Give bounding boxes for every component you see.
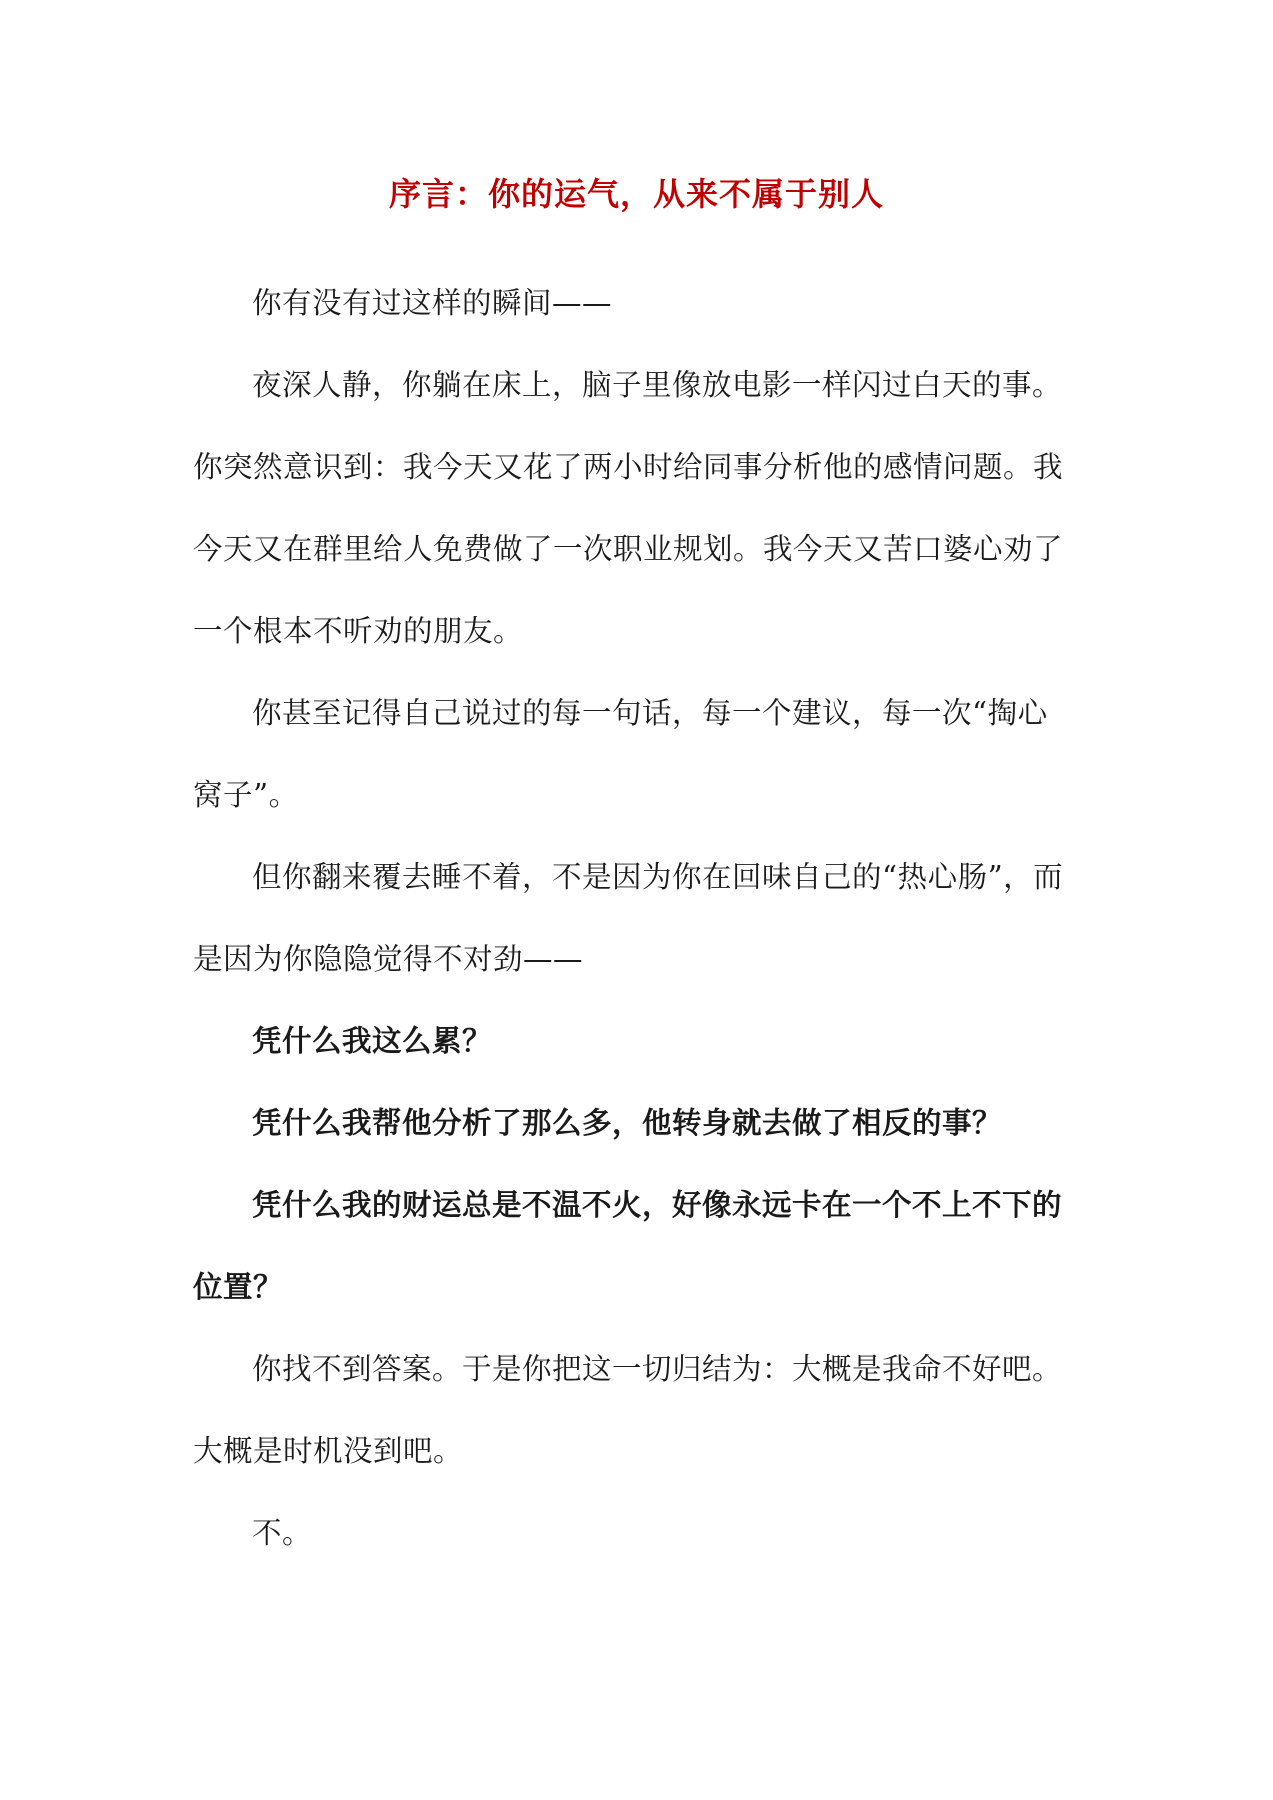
body-text: [193, 262, 1073, 1574]
paragraph-8: 你找不到答案。于是你把这一切归结为：大概是我命不好吧。大概是时机没到吧。: [193, 1352, 1063, 1468]
paragraph-7-bold: 凭什么我的财运总是不温不火，好像永远卡在一个不上不下的位置？: [193, 1187, 1063, 1304]
paragraph-3: 你甚至记得自己说过的每一句话，每一个建议，每一次“掏心窝子”。: [193, 696, 1048, 812]
paragraph-4: 但你翻来覆去睡不着，不是因为你在回味自己的“热心肠”，而是因为你隐隐觉得不对劲——: [193, 860, 1064, 976]
paragraph-5-bold: 凭什么我这么累？: [252, 1023, 493, 1058]
page-title: 序言：你的运气，从来不属于别人: [388, 175, 884, 213]
paragraph-1: 你有没有过这样的瞬间——: [252, 286, 613, 320]
paragraph-6-bold: 凭什么我帮他分析了那么多，他转身就去做了相反的事？: [252, 1105, 1003, 1140]
paragraph-9: 不。: [252, 1516, 313, 1550]
paragraph-2: 夜深人静，你躺在床上，脑子里像放电影一样闪过白天的事。你突然意识到：我今天又花了两小时给同事分析他的感情问题。我今天又在群里给人免费做了一次职业规划。我今天又苦口婆心劝了一个根本不听劝的朋友。: [193, 368, 1064, 648]
